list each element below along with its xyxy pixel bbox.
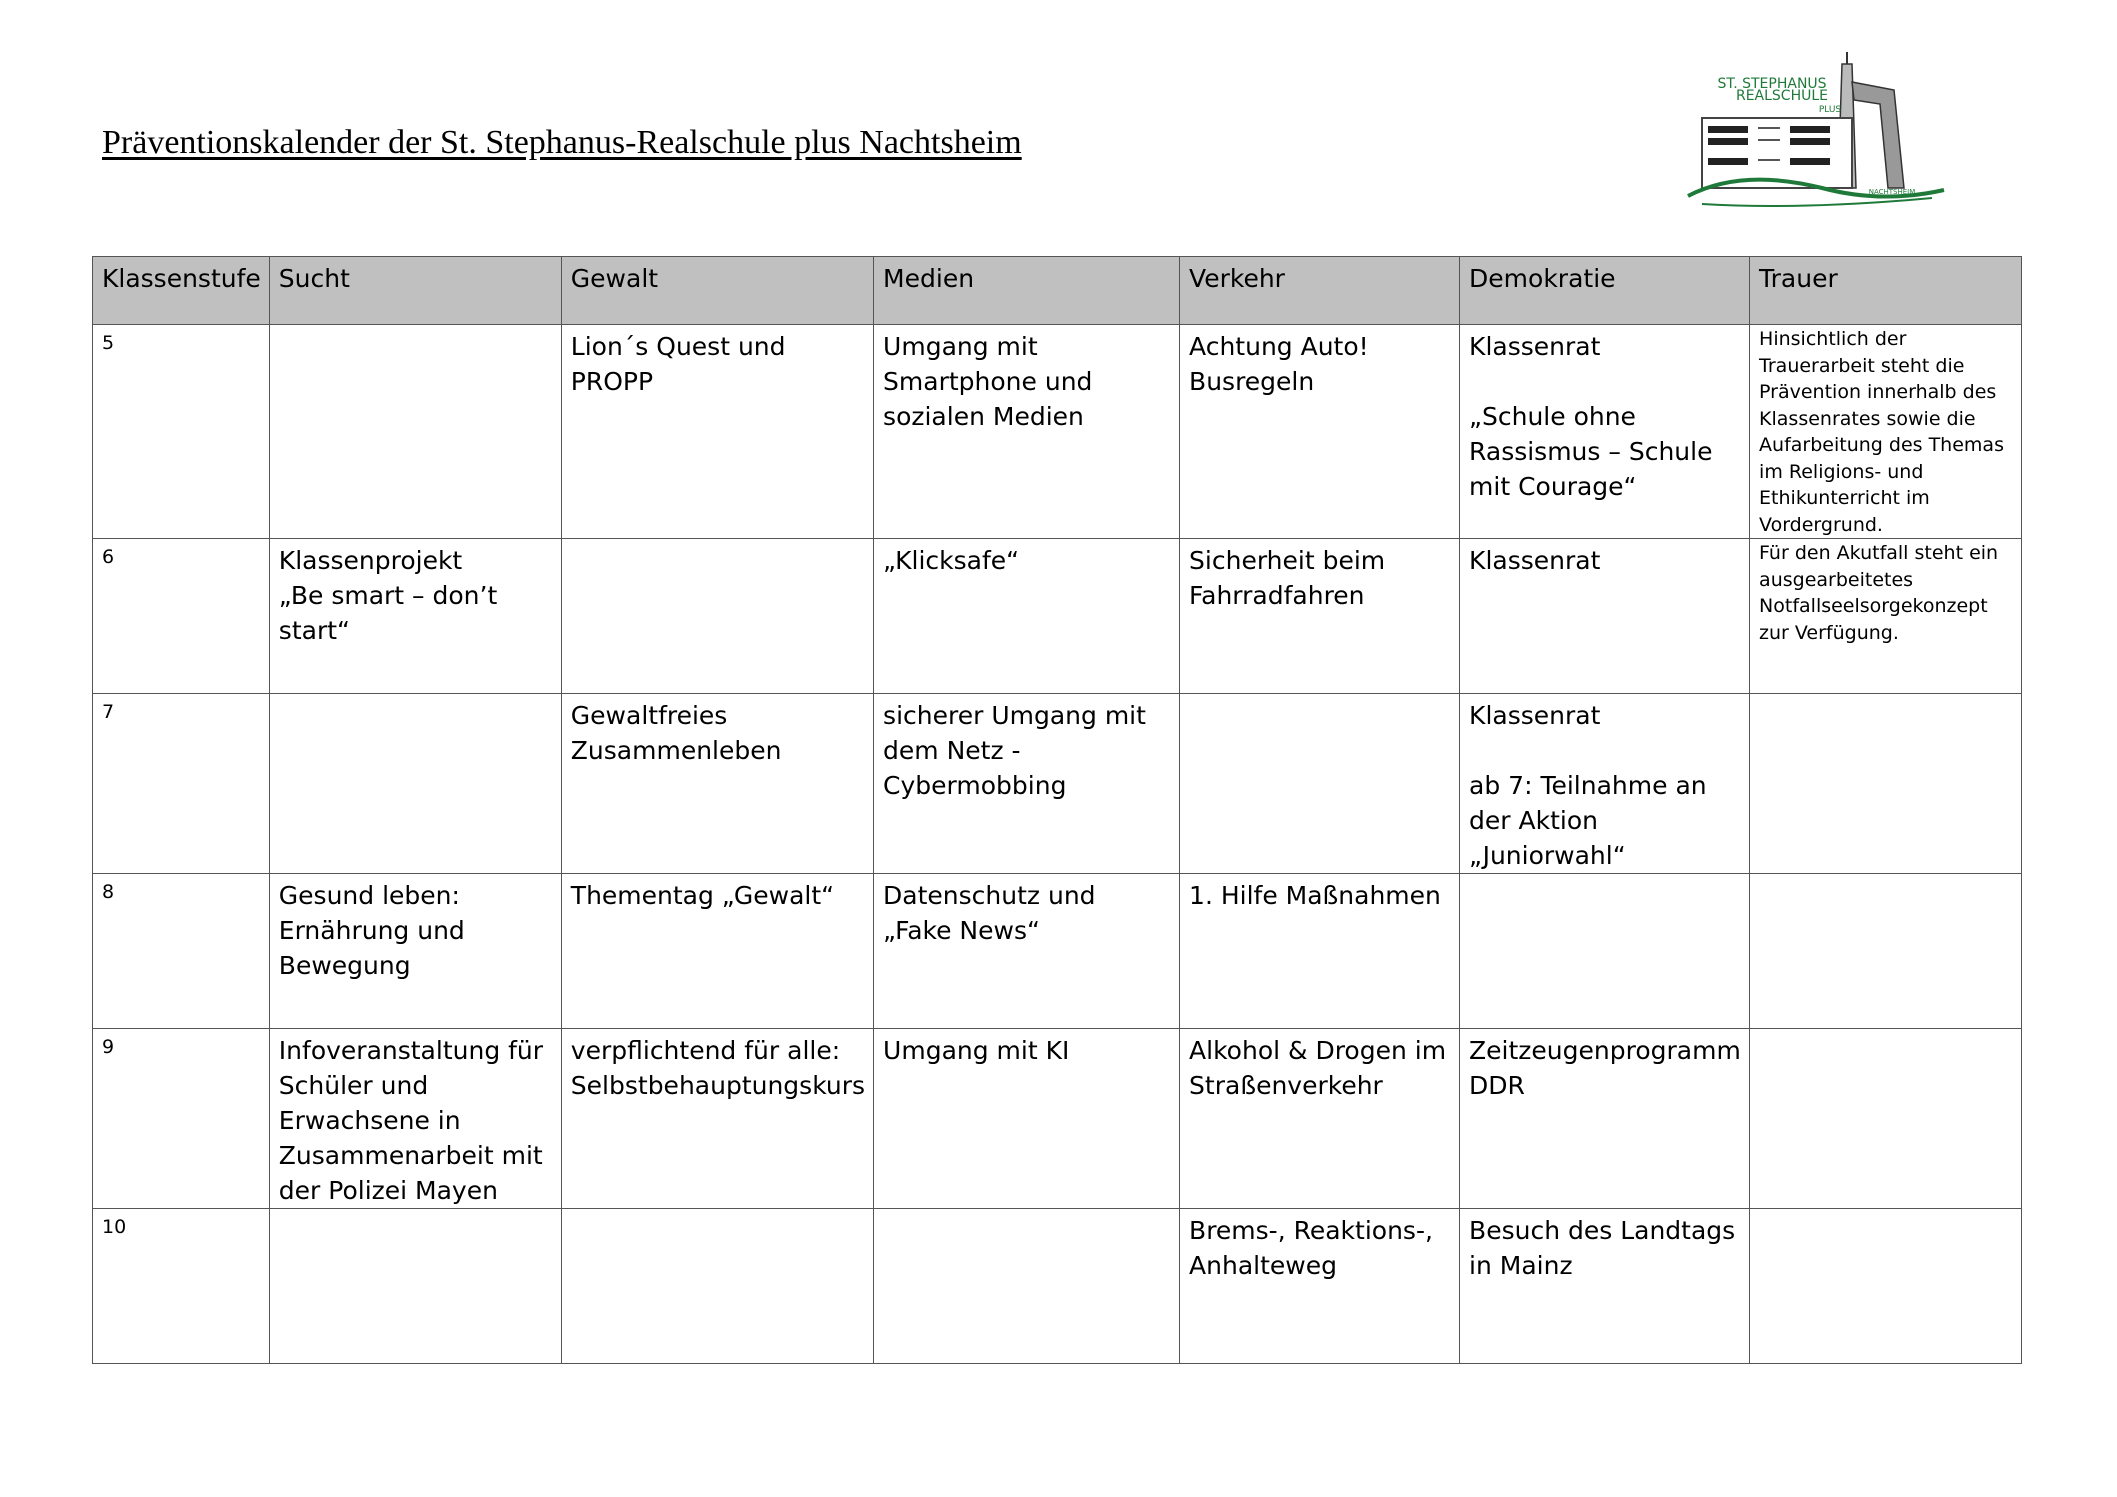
table-row	[93, 1029, 2022, 1209]
cell-medien: Datenschutz und „Fake News“	[874, 874, 1180, 1029]
cell-gewalt: Lion´s Quest und PROPP	[561, 325, 873, 539]
cell-verkehr: 1. Hilfe Maßnahmen	[1180, 874, 1460, 1029]
header-demokratie: Demokratie	[1460, 257, 1750, 325]
cell-grade: 8	[93, 874, 270, 1029]
header-gewalt: Gewalt	[561, 257, 873, 325]
cell-grade: 7	[93, 694, 270, 874]
logo-line2: REALSCHULE	[1735, 88, 1829, 104]
cell-grade: 10	[93, 1209, 270, 1364]
cell-medien: sicherer Umgang mit dem Netz - Cybermobbing	[874, 694, 1180, 874]
cell-sucht: Infoveranstaltung für Schüler und Erwachsene in Zusammenarbeit mit der Polizei Mayen	[269, 1029, 561, 1209]
cell-trauer	[1750, 1209, 2022, 1364]
cell-gewalt: Thementag „Gewalt“	[561, 874, 873, 1029]
cell-verkehr: Alkohol & Drogen im Straßenverkehr	[1180, 1029, 1460, 1209]
table-row	[93, 539, 2022, 694]
table-header-row	[93, 257, 2022, 325]
logo-line3: PLUS	[1818, 105, 1842, 115]
cell-demokratie: Klassenrat	[1460, 539, 1750, 694]
header-verkehr: Verkehr	[1180, 257, 1460, 325]
cell-sucht: Klassenprojekt „Be smart – don’t start“	[269, 539, 561, 694]
cell-demokratie: Zeitzeugenprogramm DDR	[1460, 1029, 1750, 1209]
cell-sucht	[269, 694, 561, 874]
cell-medien	[874, 1209, 1180, 1364]
cell-medien: „Klicksafe“	[874, 539, 1180, 694]
cell-demokratie	[1460, 874, 1750, 1029]
cell-demokratie: Besuch des Landtags in Mainz	[1460, 1209, 1750, 1364]
school-logo	[1682, 48, 1952, 216]
table-row	[93, 874, 2022, 1029]
cell-verkehr: Sicherheit beim Fahrradfahren	[1180, 539, 1460, 694]
header-medien: Medien	[874, 257, 1180, 325]
cell-sucht: Gesund leben: Ernährung und Bewegung	[269, 874, 561, 1029]
header-trauer: Trauer	[1750, 257, 2022, 325]
cell-verkehr: Brems-, Reaktions-, Anhalteweg	[1180, 1209, 1460, 1364]
logo-roof	[1852, 82, 1904, 188]
cell-trauer	[1750, 874, 2022, 1029]
table-row	[93, 325, 2022, 539]
logo-place: NACHTSHEIM	[1868, 188, 1916, 196]
cell-demokratie: Klassenrat ab 7: Teilnahme an der Aktion „Juniorwahl“	[1460, 694, 1750, 874]
cell-gewalt	[561, 539, 873, 694]
page-title: Präventionskalender der St. Stephanus-Realschule plus Nachtsheim	[102, 124, 1022, 161]
cell-verkehr: Achtung Auto! Busregeln	[1180, 325, 1460, 539]
table-row	[93, 694, 2022, 874]
cell-trauer: Hinsichtlich der Trauerarbeit steht die Prävention innerhalb des Klassenrates sowie die Aufarbeitung des Themas im Religions- und Ethikunterricht im Vordergrund.	[1750, 325, 2022, 539]
cell-medien: Umgang mit KI	[874, 1029, 1180, 1209]
cell-grade: 6	[93, 539, 270, 694]
header-klassenstufe: Klassenstufe	[93, 257, 270, 325]
cell-verkehr	[1180, 694, 1460, 874]
prevention-table	[92, 256, 2022, 1364]
logo-line1: ST. STEPHANUS	[1717, 76, 1827, 92]
cell-grade: 9	[93, 1029, 270, 1209]
cell-trauer	[1750, 694, 2022, 874]
cell-grade: 5	[93, 325, 270, 539]
cell-medien: Umgang mit Smartphone und sozialen Medien	[874, 325, 1180, 539]
cell-trauer	[1750, 1029, 2022, 1209]
header-sucht: Sucht	[269, 257, 561, 325]
cell-sucht	[269, 325, 561, 539]
table-row	[93, 1209, 2022, 1364]
cell-gewalt: Gewaltfreies Zusammenleben	[561, 694, 873, 874]
cell-gewalt: verpflichtend für alle: Selbstbehauptungskurs	[561, 1029, 873, 1209]
cell-gewalt	[561, 1209, 873, 1364]
cell-demokratie: Klassenrat „Schule ohne Rassismus – Schule mit Courage“	[1460, 325, 1750, 539]
logo-swoosh-lower	[1702, 198, 1932, 206]
cell-sucht	[269, 1209, 561, 1364]
cell-trauer: Für den Akutfall steht ein ausgearbeitetes Notfallseelsorgekonzept zur Verfügung.	[1750, 539, 2022, 694]
